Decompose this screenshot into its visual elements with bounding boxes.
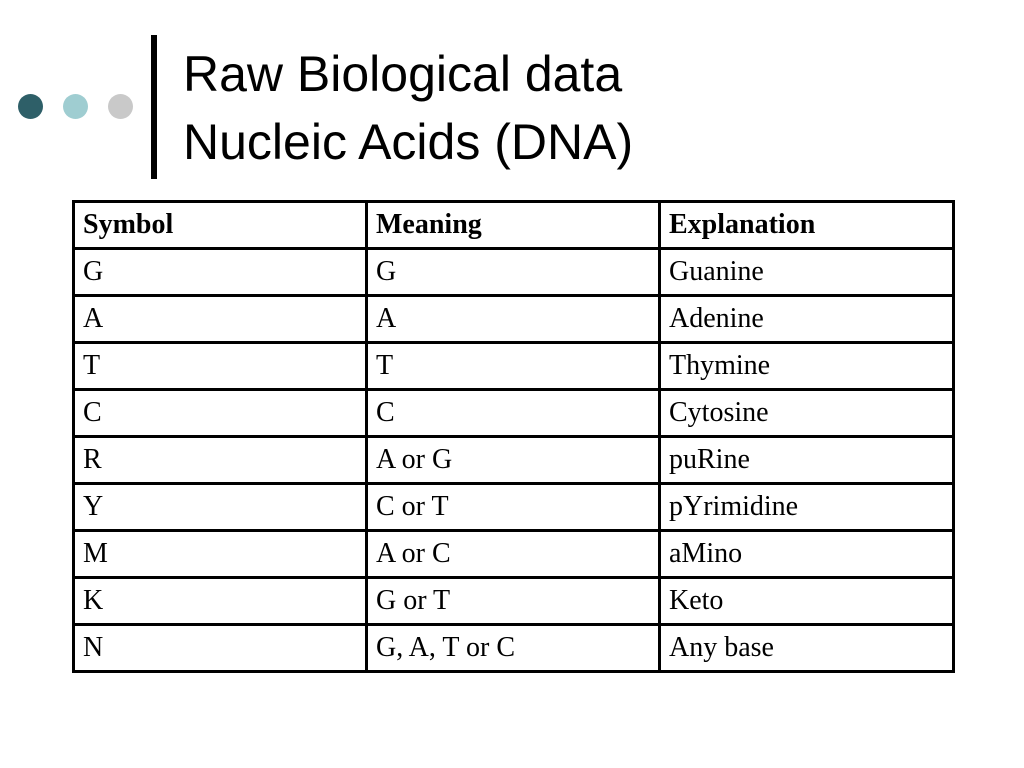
cell-explanation: Guanine [660, 249, 954, 296]
cell-explanation: Any base [660, 625, 954, 672]
header-symbol: Symbol [74, 202, 367, 249]
dot-light-teal-icon [63, 94, 88, 119]
slide-title-line-2: Nucleic Acids (DNA) [183, 114, 634, 170]
table-row [74, 390, 954, 437]
table-row [74, 484, 954, 531]
table-row [74, 249, 954, 296]
header-explanation: Explanation [660, 202, 954, 249]
table-row [74, 296, 954, 343]
cell-symbol: G [74, 249, 367, 296]
cell-explanation: Cytosine [660, 390, 954, 437]
cell-symbol: M [74, 531, 367, 578]
table-row [74, 343, 954, 390]
cell-meaning: A or G [367, 437, 660, 484]
cell-meaning: A [367, 296, 660, 343]
slide-title [183, 40, 633, 176]
cell-symbol: K [74, 578, 367, 625]
table-row [74, 437, 954, 484]
cell-symbol: R [74, 437, 367, 484]
table-row [74, 531, 954, 578]
nucleic-acid-table [72, 200, 955, 673]
table-row [74, 578, 954, 625]
dot-gray-icon [108, 94, 133, 119]
slide-title-line-1: Raw Biological data [183, 46, 623, 102]
cell-explanation: Adenine [660, 296, 954, 343]
decorative-dots [18, 94, 133, 119]
cell-meaning: G or T [367, 578, 660, 625]
cell-symbol: N [74, 625, 367, 672]
table-header-row [74, 202, 954, 249]
header-meaning: Meaning [367, 202, 660, 249]
nucleic-acid-table-container [72, 200, 952, 673]
title-divider [151, 35, 157, 179]
cell-meaning: A or C [367, 531, 660, 578]
cell-symbol: Y [74, 484, 367, 531]
cell-explanation: puRine [660, 437, 954, 484]
cell-meaning: G [367, 249, 660, 296]
cell-explanation: Keto [660, 578, 954, 625]
cell-meaning: C or T [367, 484, 660, 531]
cell-symbol: T [74, 343, 367, 390]
cell-explanation: pYrimidine [660, 484, 954, 531]
cell-meaning: C [367, 390, 660, 437]
cell-explanation: aMino [660, 531, 954, 578]
cell-meaning: T [367, 343, 660, 390]
dot-dark-teal-icon [18, 94, 43, 119]
cell-meaning: G, A, T or C [367, 625, 660, 672]
cell-symbol: C [74, 390, 367, 437]
cell-symbol: A [74, 296, 367, 343]
table-row [74, 625, 954, 672]
cell-explanation: Thymine [660, 343, 954, 390]
